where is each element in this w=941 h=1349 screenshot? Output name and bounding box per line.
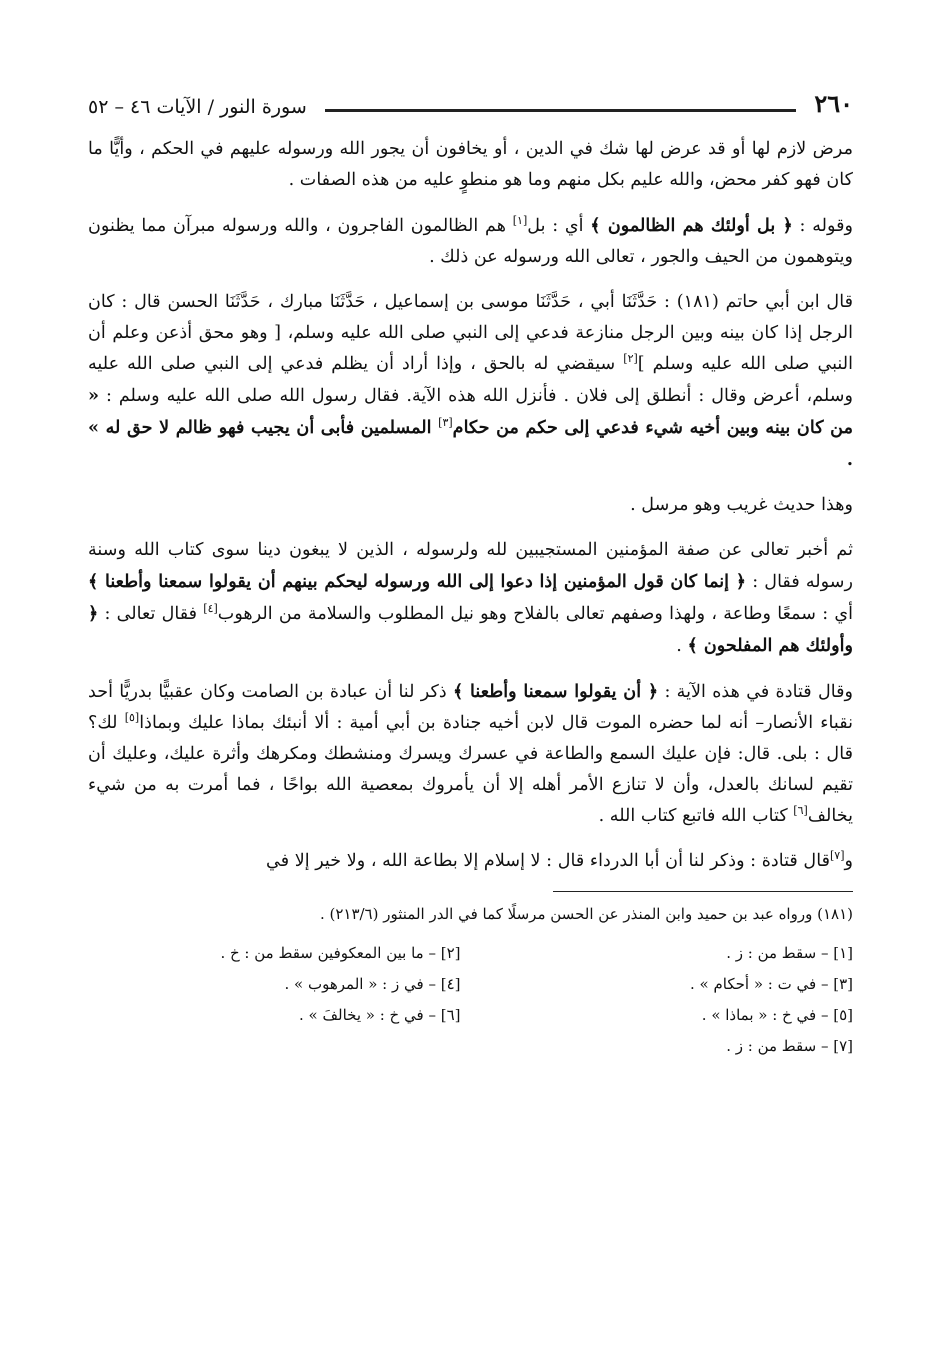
footnote-item-7: [٧] – سقط من : ز . <box>726 1037 853 1055</box>
header-rule <box>325 109 797 112</box>
hadith-quote: « من كان بينه وبين أخيه شيء فدعي إلى حكم من حكام <box>88 385 853 438</box>
text: ثم أخبر تعالى عن صفة المؤمنين المستجيبين لله ولرسوله ، الذين لا يبغون دينا سوى كتاب الله وسنة رسوله فقال : <box>88 540 853 592</box>
quran-verse: ﴿ أن يقولوا سمعنا وأطعنا ﴾ <box>452 681 659 702</box>
text: فقال تعالى : <box>98 604 204 624</box>
paragraph-4: وهذا حديث غريب وهو مرسل . <box>630 495 853 515</box>
text: سيقضي له بالحق ، وإذا أراد أن يظلم فدعي إلى النبي صلى الله عليه وسلم، أعرض وقال : أنطلق إلى فلان . فأنزل الله هذه الآية. فقال رسول الله صلى الله عليه وسلم : <box>88 354 853 406</box>
footnote-ref-5[interactable]: [٥] <box>124 711 140 725</box>
footnote-item-3: [٣] – في ت : « أحكام » . <box>690 975 853 993</box>
footnote-ref-2[interactable]: [٢] <box>623 352 638 366</box>
page-header <box>88 78 853 118</box>
paragraph-6 <box>88 676 853 832</box>
text: أي : بل <box>527 216 591 236</box>
footnote-separator <box>553 891 853 892</box>
text: وقال قتادة في هذه الآية : <box>658 682 853 702</box>
hadith-number: (١٨١) <box>676 292 719 312</box>
footnote-item-2: [٢] – ما بين المعكوفين سقط من : خ . <box>220 944 461 962</box>
quran-verse: ﴿ بل أولئك هم الظالمون ﴾ <box>590 215 793 236</box>
paragraph-2 <box>88 210 853 273</box>
text: كتاب الله فاتبع كتاب الله . <box>598 806 794 826</box>
running-title: سورة النور / الآيات ٤٦ – ٥٢ <box>88 96 307 118</box>
hadith-quote-end: المسلمين فأبى أن يجيب فهو ظالم لا حق له » . <box>88 417 853 470</box>
footnote-item-1: [١] – سقط من : ز . <box>726 944 853 962</box>
paragraph-7 <box>88 846 853 877</box>
text: . <box>676 636 688 656</box>
footnote-ref-7[interactable]: [٧] <box>829 849 845 863</box>
footnote-ref-4[interactable]: [٤] <box>203 602 218 616</box>
footnote-item-5: [٥] – في خ : « بماذا » . <box>701 1006 853 1024</box>
text: : حَدَّثَنَا أبي ، حَدَّثَنَا موسى بن إسماعيل ، حَدَّثَنَا مبارك ، حَدَّثَنَا الحسن قال : كان الرجل إذا كان بينه وبين الرجل منازعة فدعي إلى النبي صلى الله عليه وسلم، [ وهو محق أذعن وعلم أن النبي صلى الله عليه وسلم ] <box>88 292 853 374</box>
quran-verse: ﴿ إنما كان قول المؤمنين إذا دعوا إلى الله ورسوله ليحكم بينهم أن يقولوا سمعنا وأطعنا ﴾ <box>88 571 747 592</box>
text: قال ابن أبي حاتم <box>718 292 853 312</box>
footnote-ref-1[interactable]: [١] <box>512 214 528 228</box>
text: قال قتادة : وذكر لنا أن أبا الدرداء قال : لا إسلام إلا بطاعة الله ، ولا خير إلا في <box>266 851 830 871</box>
text: ذكر لنا أن عبادة بن الصامت وكان عقبيًّا بدريًّا أحد نقباء الأنصار– أنه لما حضره الموت قال لابن أخيه جنادة بن أبي أمية : ألا أنبئك بماذا عليك وبماذا <box>88 682 853 733</box>
paragraph-1: مرض لازم لها أو قد عرض لها شك في الدين ، أو يخافون أن يجور الله ورسوله عليهم في الحكم ، وأيًّا ما كان فهو كفر محض، والله عليم بكل منهم وما هو منطوٍ عليه من هذه الصفات . <box>88 139 853 190</box>
footnote-main: (١٨١) ورواه عبد بن حميد وابن المنذر عن الحسن مرسلًا كما في الدر المنثور (٢١٣/٦) . <box>319 905 853 923</box>
text: هم الظالمون الفاجرون ، والله ورسوله مبرآن مما يظنون ويتوهمون من الحيف والجور ، تعالى الله ورسوله عن ذلك . <box>88 216 853 267</box>
footnote-list <box>88 938 853 1062</box>
footnote-ref-3[interactable]: [٣] <box>438 416 453 430</box>
text: وقوله : <box>792 216 853 236</box>
footnote-ref-6[interactable]: [٦] <box>793 804 808 818</box>
text: لك؟ قال : بلى. قال: فإن عليك السمع والطاعة في عسرك ويسرك ومنشطك ومكرهك وأثرة عليك، وعليك أن تقيم لسانك بالعدل، وأن لا تنازع الأمر أهله إلا أن يأمروك بمعصية الله بواحًا ، فما أمرت به من شيء يخالف <box>88 713 853 826</box>
footnote-item-4: [٤] – في ز : « المرهوب » . <box>284 975 461 993</box>
paragraph-3 <box>88 287 853 476</box>
quran-verse: ﴿ وأولئك هم المفلحون ﴾ <box>88 603 853 656</box>
page-number: ٢٦٠ <box>814 89 853 118</box>
text: أي : سمعًا وطاعة ، ولهذا وصفهم تعالى بالفلاح وهو نيل المطلوب والسلامة من الرهوب <box>217 604 853 624</box>
text: و <box>844 851 853 871</box>
footnote-item-6: [٦] – في خ : « يخالفَ » . <box>299 1006 461 1024</box>
paragraph-5 <box>88 535 853 662</box>
